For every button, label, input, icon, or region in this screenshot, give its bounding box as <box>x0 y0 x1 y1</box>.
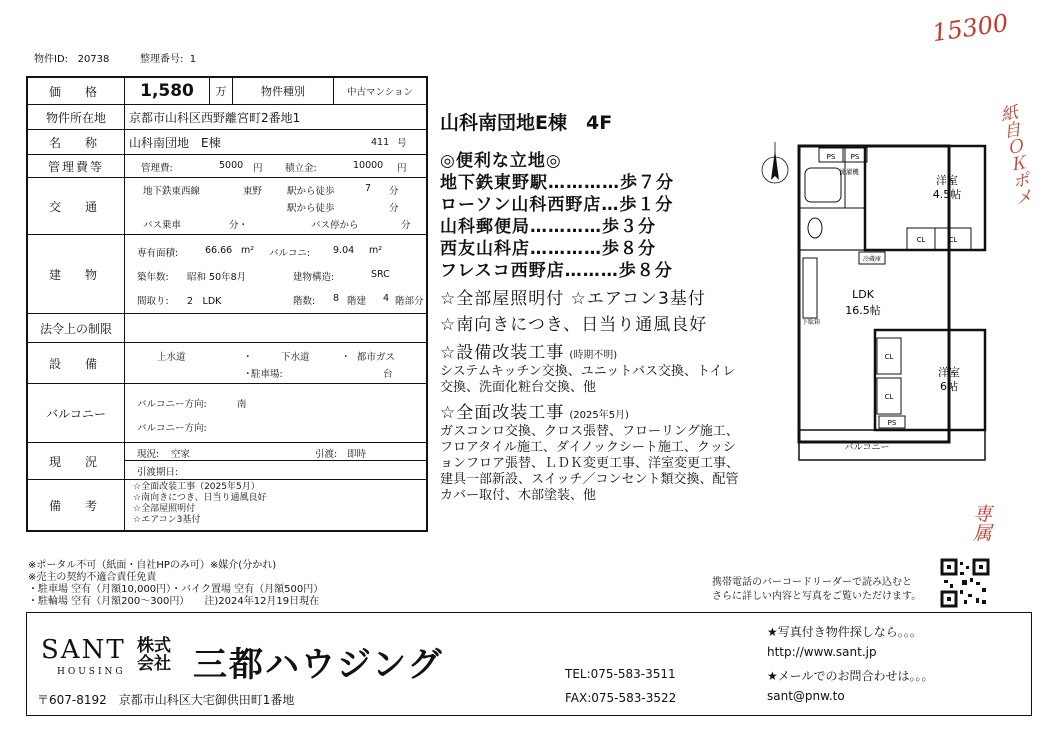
qr-text-line: さらに詳しい内容と写真をご覧いただけます。 <box>712 591 922 602</box>
status-label: 現 況 <box>28 443 125 479</box>
busstop-label: バス停から <box>311 220 359 231</box>
reference-number: 整理番号: 1 <box>140 54 197 65</box>
ldk-label: LDK <box>852 288 874 301</box>
balcony-area-value: 9.04 <box>333 245 355 256</box>
ps-label: PS <box>887 419 897 427</box>
convenience-item: 西友山科店…………歩８分 <box>440 239 656 259</box>
north-arrow-icon <box>762 142 788 183</box>
postal-address: 〒607-8192 京都市山科区大宅御供田町1番地 <box>37 693 295 707</box>
balcony-plan-label: バルコニー <box>844 443 890 453</box>
walk1-value: 7 <box>365 183 372 194</box>
balcony-label: バルコニー <box>28 384 125 442</box>
renovation-1-sub: (時期不明) <box>569 350 618 361</box>
renovation-2-line: カバー取付、木部塗装、他 <box>440 488 597 503</box>
walk2-unit: 分 <box>389 203 399 214</box>
remark-line: ☆全面改装工事（2025年5月） <box>133 482 260 492</box>
qr-text-line: 携帯電話のバーコードリーダーで読み込むと <box>712 577 912 588</box>
western-room2-label: 洋室 <box>938 366 960 379</box>
renovation-2-title: ☆全面改装工事 <box>440 403 565 423</box>
balcony-area-unit: m² <box>369 245 383 256</box>
law-label: 法令上の制限 <box>28 314 125 342</box>
area-label: 専有面積: <box>137 248 179 259</box>
promo-line-2: ★メールでのお問合わせは。。。 <box>767 669 934 683</box>
convenience-item: フレスコ西野店………歩８分 <box>440 261 673 281</box>
row-price <box>28 78 426 104</box>
cl-label: CL <box>916 236 926 244</box>
facility-parking: 駐車場: <box>251 369 283 380</box>
renovation-1-title: ☆設備改装工事 <box>440 343 565 363</box>
western-room1-size: 4.5帖 <box>932 188 962 201</box>
row-status <box>28 442 426 479</box>
handwritten-note-ad: 紙自ＯＫポメ <box>995 103 1033 208</box>
building-label: 建 物 <box>28 235 125 313</box>
row-building <box>28 234 426 313</box>
cl-label: CL <box>948 236 958 244</box>
company-logo: SANT <box>41 635 126 665</box>
floor-part-unit: 階部分 <box>395 296 424 307</box>
floor-part: 4 <box>383 293 390 304</box>
handwritten-note-exclusive: 専属 <box>970 504 992 542</box>
note-line: ・駐輪場 空有（月額200～300円） 注)2024年12月19日現在 <box>28 596 320 607</box>
row-name <box>28 129 426 154</box>
convenience-item: 山科郵便局…………歩３分 <box>440 217 656 237</box>
renovation-2-sub: (2025年5月) <box>569 410 629 421</box>
transport-station: 東野 <box>243 186 263 197</box>
cl-label: CL <box>884 393 894 401</box>
renovation-2-line: ョンフロア張替、ＬＤＫ変更工事、洋室変更工事、 <box>440 456 740 471</box>
walk2-label: 駅から徒歩 <box>287 203 335 214</box>
address-value: 京都市山科区西野離宮町2番地1 <box>129 110 301 125</box>
facility-gas: 都市ガス <box>357 352 396 363</box>
qr-text <box>712 576 921 604</box>
bus-label: バス乗車 <box>143 220 182 231</box>
row-law <box>28 313 426 342</box>
row-fee <box>28 154 426 177</box>
price-label: 価 格 <box>28 78 125 104</box>
reserve-unit: 円 <box>397 163 407 174</box>
row-address <box>28 104 426 129</box>
company-name: 三都ハウジング <box>193 645 444 685</box>
structure-label: 建物構造: <box>293 272 335 283</box>
ldk-size: 16.5帖 <box>845 304 881 317</box>
facility-label: 設 備 <box>28 343 125 383</box>
price-value: 1,580 <box>125 78 210 104</box>
balcony-dir1-value: 南 <box>237 399 247 410</box>
row-balcony <box>28 383 426 442</box>
type-value: 中古マンション <box>346 87 414 98</box>
notes-block <box>28 560 323 608</box>
fee-label: 管理費等 <box>28 155 125 177</box>
area-unit: m² <box>241 245 255 256</box>
balcony-area-label: バルコニ: <box>269 248 311 259</box>
note-line: ・駐車場 空有（月額10,000円）・バイク置場 空有（月額500円） <box>28 584 324 595</box>
layout-label: 間取り: <box>137 296 169 307</box>
western-room2-size: 6帖 <box>940 380 958 393</box>
row-facility <box>28 342 426 383</box>
fridge-label: 冷蔵庫 <box>862 256 882 263</box>
convenience-heading: ◎便利な立地◎ <box>440 151 562 171</box>
renovation-2 <box>440 402 739 504</box>
status-current-label: 現況: <box>137 449 160 460</box>
renovation-1-line: システムキッチン交換、ユニットバス交換、トイレ <box>440 364 736 379</box>
reserve-value: 10000 <box>353 160 384 171</box>
note-line: ※売主の契約不適合責任免責 <box>28 572 157 583</box>
tel-number[interactable]: TEL:075-583-3511 <box>565 667 676 681</box>
area-value: 66.66 <box>205 245 233 256</box>
company-type-2: 会社 <box>137 654 171 674</box>
company-type <box>137 637 171 673</box>
handwritten-number: 15300 <box>930 8 1010 48</box>
western-room1-label: 洋室 <box>936 174 958 187</box>
website-link[interactable]: http://www.sant.jp <box>767 645 877 659</box>
room-number: 411 <box>371 136 390 148</box>
built-value: 昭和 50年8月 <box>187 272 247 283</box>
ps-label: PS <box>826 153 836 161</box>
row-transport <box>28 177 426 234</box>
property-table <box>26 76 428 532</box>
layout-value: 2 LDK <box>187 296 222 307</box>
structure-value: SRC <box>371 269 390 280</box>
property-id: 物件ID: 20738 <box>34 54 110 65</box>
ps-label: PS <box>850 153 860 161</box>
renovation-1-line: 交換、洗面化粧台交換、他 <box>440 380 597 395</box>
email-link[interactable]: sant@pnw.to <box>767 689 845 703</box>
renovation-2-line: フロアタイル施工、ダイノックシート施工、クッシ <box>440 440 736 455</box>
facility-water: 上水道 <box>157 352 186 363</box>
renovation-1 <box>440 342 735 396</box>
bus-unit: 分・ <box>229 220 249 231</box>
remark-line: ☆全部屋照明付 <box>133 504 196 514</box>
cl-label: CL <box>884 353 894 361</box>
mgmt-value: 5000 <box>219 160 244 171</box>
convenience-item: 地下鉄東野駅…………歩７分 <box>440 173 674 193</box>
price-unit: 万 <box>210 78 233 104</box>
qr-code-icon[interactable] <box>940 558 990 608</box>
facility-dot-2: ・ <box>341 352 351 363</box>
row-remarks <box>28 479 426 530</box>
property-title: 山科南団地E棟 4F <box>440 112 613 134</box>
walk1-unit: 分 <box>389 186 399 197</box>
renovation-2-line: ガスコンロ交換、クロス張替、フローリング施工、 <box>440 424 739 439</box>
promo-line-1: ★写真付き物件探しなら。。。 <box>767 625 922 639</box>
balcony-dir2-label: バルコニー方向: <box>137 423 207 434</box>
shoe-label: 下駄箱 <box>801 319 821 326</box>
fax-number: FAX:075-583-3522 <box>565 691 677 705</box>
address-label: 物件所在地 <box>28 105 125 129</box>
mgmt-unit: 円 <box>253 163 263 174</box>
convenience-block <box>440 150 674 282</box>
reserve-label: 積立金: <box>285 163 317 174</box>
facility-dot-3: ・ <box>243 369 253 380</box>
handover-date-label: 引渡期日: <box>137 467 179 478</box>
floor-unit: 階建 <box>347 296 367 307</box>
room-unit: 号 <box>397 138 407 149</box>
remarks-label: 備 考 <box>28 480 125 530</box>
floor-value: 8 <box>333 293 340 304</box>
facility-sewer: 下水道 <box>281 352 310 363</box>
remark-line: ☆エアコン3基付 <box>133 515 201 525</box>
feature-line-2: ☆南向きにつき、日当り通風良好 <box>440 315 708 335</box>
facility-dot-1: ・ <box>243 352 253 363</box>
balcony-dir1-label: バルコニー方向: <box>137 399 207 410</box>
floor-label: 階数: <box>293 296 316 307</box>
floor-plan <box>755 128 1025 470</box>
type-label: 物件種別 <box>233 78 334 104</box>
handover-value: 即時 <box>347 449 367 460</box>
built-label: 築年数: <box>137 272 169 283</box>
mgmt-label: 管理費: <box>141 163 173 174</box>
convenience-item: ローソン山科西野店…歩１分 <box>440 195 674 215</box>
note-line: ※ポータル不可（紙面・自社HPのみ可）※媒介(分かれ) <box>28 560 277 571</box>
company-type-1: 株式 <box>137 636 171 656</box>
facility-parking-unit: 台 <box>383 369 393 380</box>
washer-label: 洗濯機 <box>839 168 859 176</box>
feature-line-1: ☆全部屋照明付 ☆エアコン3基付 <box>440 289 706 309</box>
busstop-unit: 分 <box>401 220 411 231</box>
renovation-2-line: 建具一部新設、スイッチ／コンセント類交換、配管 <box>440 472 739 487</box>
company-logo-sub: HOUSING <box>57 667 126 677</box>
remark-line: ☆南向きにつき、日当り通風良好 <box>133 493 267 503</box>
transport-line: 地下鉄東西線 <box>143 186 201 197</box>
name-label: 名 称 <box>28 130 125 154</box>
footer <box>26 612 1032 716</box>
transport-label: 交 通 <box>28 178 125 234</box>
status-current-value: 空家 <box>171 449 191 460</box>
handover-label: 引渡: <box>315 449 338 460</box>
name-value: 山科南団地 E棟 <box>129 135 221 150</box>
walk1-label: 駅から徒歩 <box>287 186 335 197</box>
